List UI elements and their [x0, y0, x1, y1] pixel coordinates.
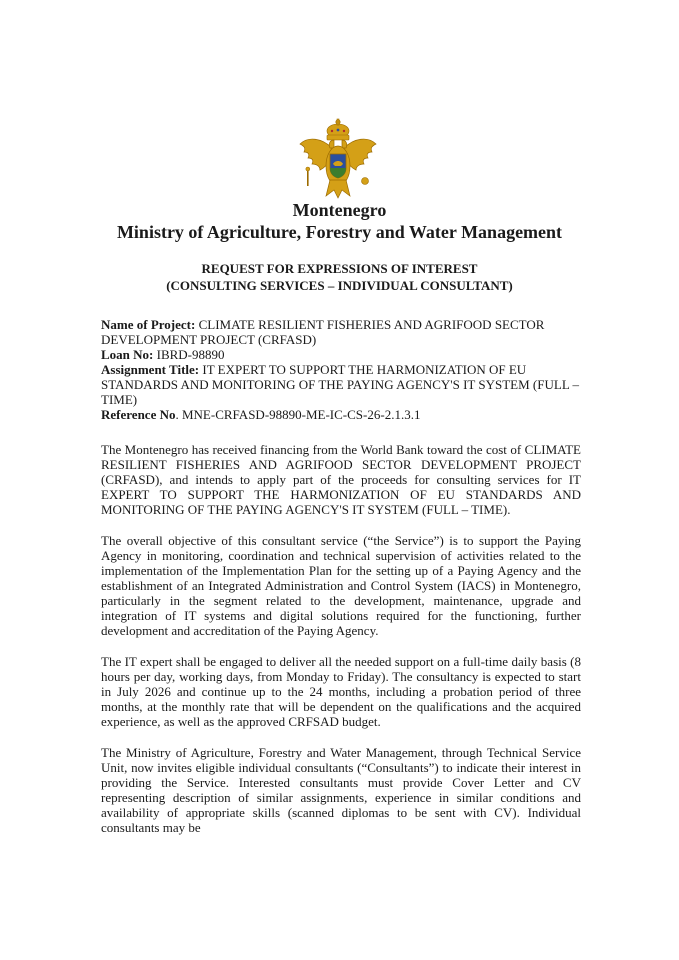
reference-no-row	[101, 407, 581, 422]
loan-no-value: IBRD-98890	[156, 347, 225, 362]
montenegro-coat-of-arms-icon	[298, 118, 378, 200]
assignment-title-value: IT EXPERT TO SUPPORT THE HARMONIZATION OF EU STANDARDS AND MONITORING OF THE PAYING AGENCY'S IT SYSTEM (FULL – TIME)	[101, 362, 580, 407]
document-title-line-1: REQUEST FOR EXPRESSIONS OF INTEREST	[201, 261, 478, 276]
project-name-value: CLIMATE RESILIENT FISHERIES AND AGRIFOOD SECTOR DEVELOPMENT PROJECT (CRFASD)	[101, 317, 545, 347]
assignment-title-label: Assignment Title:	[101, 362, 200, 377]
document-title	[0, 260, 679, 294]
reference-no-value: . MNE-CRFASD-98890-ME-IC-CS-26-2.1.3.1	[175, 407, 421, 422]
document-title-line-2: (CONSULTING SERVICES – INDIVIDUAL CONSULTANT)	[166, 278, 513, 293]
reference-no-label: Reference No	[101, 407, 176, 422]
assignment-title-row	[101, 362, 581, 407]
loan-no-label: Loan No:	[101, 347, 154, 362]
project-name-row	[101, 317, 581, 347]
loan-no-row	[101, 347, 581, 362]
document-body	[101, 317, 581, 848]
body-paragraph-financing: The Montenegro has received financing from the World Bank toward the cost of CLIMATE RESILIENT FISHERIES AND AGRIFOOD SECTOR DEVELOPMENT PROJECT (CRFASD), and intends to apply part of the proceeds for consulting services for IT EXPERT TO SUPPORT THE HARMONIZATION OF EU STANDARDS AND MONITORING OF THE PAYING AGENCY'S IT SYSTEM (FULL – TIME).	[101, 442, 581, 517]
project-name-label: Name of Project:	[101, 317, 196, 332]
project-metadata	[101, 317, 581, 422]
body-paragraph-invitation: The Ministry of Agriculture, Forestry and Water Management, through Technical Service Unit, now invites eligible individual consultants (“Consultants”) to indicate their interest in providing the Service. Interested consultants must provide Cover Letter and CV representing description of similar assignments, experience in similar conditions and availability of appropriate skills (scanned diplomas to be sent with CV). Individual consultants may be	[101, 745, 581, 835]
ministry-heading: Ministry of Agriculture, Forestry and Water Management	[116, 222, 563, 242]
country-heading: Montenegro	[292, 200, 387, 220]
body-paragraph-engagement: The IT expert shall be engaged to deliver all the needed support on a full-time daily basis (8 hours per day, working days, from Monday to Friday). The consultancy is expected to start in July 2026 and continue up to the 24 months, including a probation period of three months, at the monthly rate that will be dependent on the qualifications and the acquired experience, as well as the approved CRFSAD budget.	[101, 654, 581, 729]
body-paragraph-objective: The overall objective of this consultant service (“the Service”) is to support the Paying Agency in monitoring, coordination and technical supervision of activities related to the implementation of the Implementation Plan for the setting up of a Paying Agency and the establishment of an Integrated Administration and Control System (IACS) in Montenegro, particularly in the segment related to the development, maintenance, upgrade and integration of IT systems and digital solutions required for the functioning, further development and accreditation of the Paying Agency.	[101, 533, 581, 638]
